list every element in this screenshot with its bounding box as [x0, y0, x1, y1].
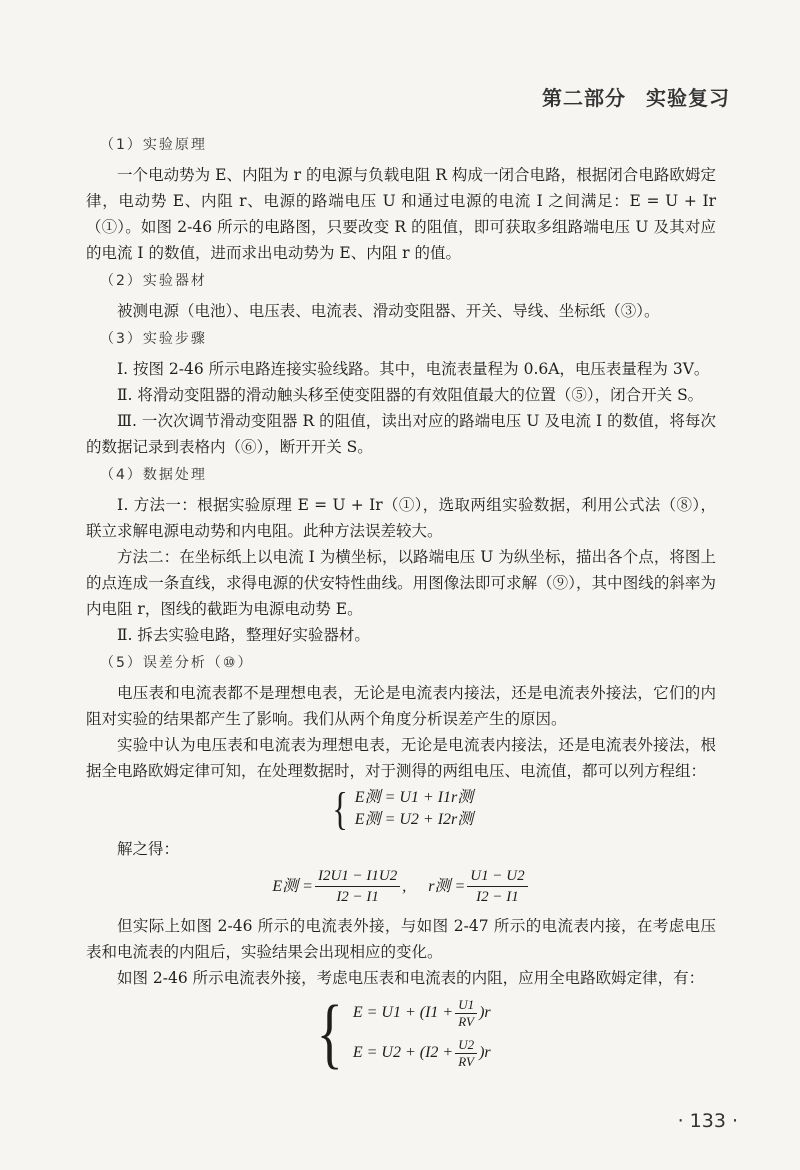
section-heading-5: （5）误差分析（⑩）	[100, 655, 254, 671]
page-number: · 133 ·	[677, 1110, 738, 1132]
equation-system-2	[86, 989, 716, 1076]
equation-2a-right: )r	[479, 1004, 491, 1021]
equation-2a-fraction	[455, 997, 477, 1030]
equation-2b	[353, 1033, 491, 1073]
method-2: 方法二：在坐标纸上以电流 I 为横坐标，以路端电压 U 为纵坐标，描出各个点，将图上的点连成一条直线，求得电源的伏安特性曲线。用图像法即可求解（⑨），其中图线的斜率为内电阻 r，图线的截距为电源电动势 E。	[86, 548, 716, 618]
equation-1b: E测 = U2 + I2r测	[354, 811, 474, 828]
equipment-paragraph: 被测电源（电池）、电压表、电流表、滑动变阻器、开关、导线、坐标纸（③）。	[117, 302, 660, 320]
solve-label: 解之得：	[117, 840, 180, 858]
header-title: 实验复习	[646, 86, 730, 110]
e-solution-fraction	[315, 866, 400, 907]
section-heading-3: （3）实验步骤	[100, 331, 207, 347]
error-paragraph-2: 实验中认为电压表和电流表为理想电表，无论是电流表内接法，还是电流表外接法，根据全电路欧姆定律可知，在处理数据时，对于测得的两组电压、电流值，都可以列方程组：	[86, 736, 716, 780]
section-heading-1: （1）实验原理	[100, 137, 207, 153]
brace-glyph: {	[332, 783, 348, 834]
equation-2b-right: )r	[479, 1044, 491, 1061]
section-heading-4: （4）数据处理	[100, 467, 207, 483]
fraction-denominator: RV	[458, 1053, 474, 1069]
error-paragraph-4: 如图 2-46 所示电流表外接，考虑电压表和电流表的内阻，应用全电路欧姆定律，有：	[117, 969, 705, 987]
method-1: Ⅰ. 方法一：根据实验原理 E = U + Ir（①），选取两组实验数据，利用公式法（⑧），联立求解电源电动势和内电阻。此种方法误差较大。	[86, 496, 716, 540]
principle-paragraph: 一个电动势为 E、内阻为 r 的电源与负载电阻 R 构成一闭合电路，根据闭合电路欧姆定律，电动势 E、内阻 r、电源的路端电压 U 和通过电源的电流 I 之间满足：E = U + Ir（①）。如图 2-46 所示的电路图，只要改变 R 的阻值，即可获取多组路端电压 U 及其对应的电流 I 的数值，进而求出电动势为 E、内阻 r 的值。	[86, 166, 716, 262]
equation-system-1	[86, 783, 716, 834]
page-header	[542, 82, 730, 111]
step-2: Ⅱ. 将滑动变阻器的滑动触头移至使变阻器的有效阻值最大的位置（⑤），闭合开关 S。	[117, 386, 704, 404]
r-solution-fraction	[467, 866, 527, 907]
equation-2b-fraction	[455, 1037, 477, 1070]
header-part: 第二部分	[542, 86, 626, 110]
r-solution-denominator: I2 − I1	[476, 889, 519, 905]
method-3: Ⅱ. 拆去实验电路，整理好实验器材。	[117, 626, 370, 644]
page-content	[86, 130, 716, 1077]
brace-glyph: {	[316, 989, 344, 1076]
equation-2a-left: E = U1 + (I1 +	[352, 1004, 454, 1021]
error-paragraph-1: 电压表和电流表都不是理想电表，无论是电流表内接法，还是电流表外接法，它们的内阻对实验的结果都产生了影响。我们从两个角度分析误差产生的原因。	[86, 684, 716, 728]
fraction-denominator: RV	[458, 1013, 474, 1029]
equation-1a: E测 = U1 + I1r测	[354, 789, 474, 806]
equation-2a	[353, 993, 491, 1033]
e-solution-lhs: E测 =	[272, 877, 313, 895]
section-heading-2: （2）实验器材	[100, 273, 207, 289]
r-solution-lhs: r测 =	[428, 877, 466, 895]
step-1: Ⅰ. 按图 2-46 所示电路连接实验线路。其中，电流表量程为 0.6A，电压表量程为 3V。	[117, 360, 710, 378]
e-solution-numerator: I2U1 − I1U2	[315, 866, 400, 887]
fraction-numerator: U1	[455, 997, 477, 1014]
solution-row: E测 = $\frac{I2U1 - I1U2}{I2 - I1}$ , r测 = $\frac{U1 - U2}{I2 - I1}$	[86, 866, 716, 907]
error-paragraph-3: 但实际上如图 2-46 所示的电流表外接，与如图 2-47 所示的电流表内接，在考虑电压表和电流表的内阻后，实验结果会出现相应的变化。	[86, 917, 716, 961]
fraction-numerator: U2	[455, 1037, 477, 1054]
step-3: Ⅲ. 一次次调节滑动变阻器 R 的阻值，读出对应的路端电压 U 及电流 I 的数值，将每次的数据记录到表格内（⑥），断开开关 S。	[86, 412, 716, 456]
e-solution-denominator: I2 − I1	[336, 889, 379, 905]
equation-2b-left: E = U2 + (I2 +	[352, 1044, 454, 1061]
r-solution-numerator: U1 − U2	[467, 866, 527, 887]
